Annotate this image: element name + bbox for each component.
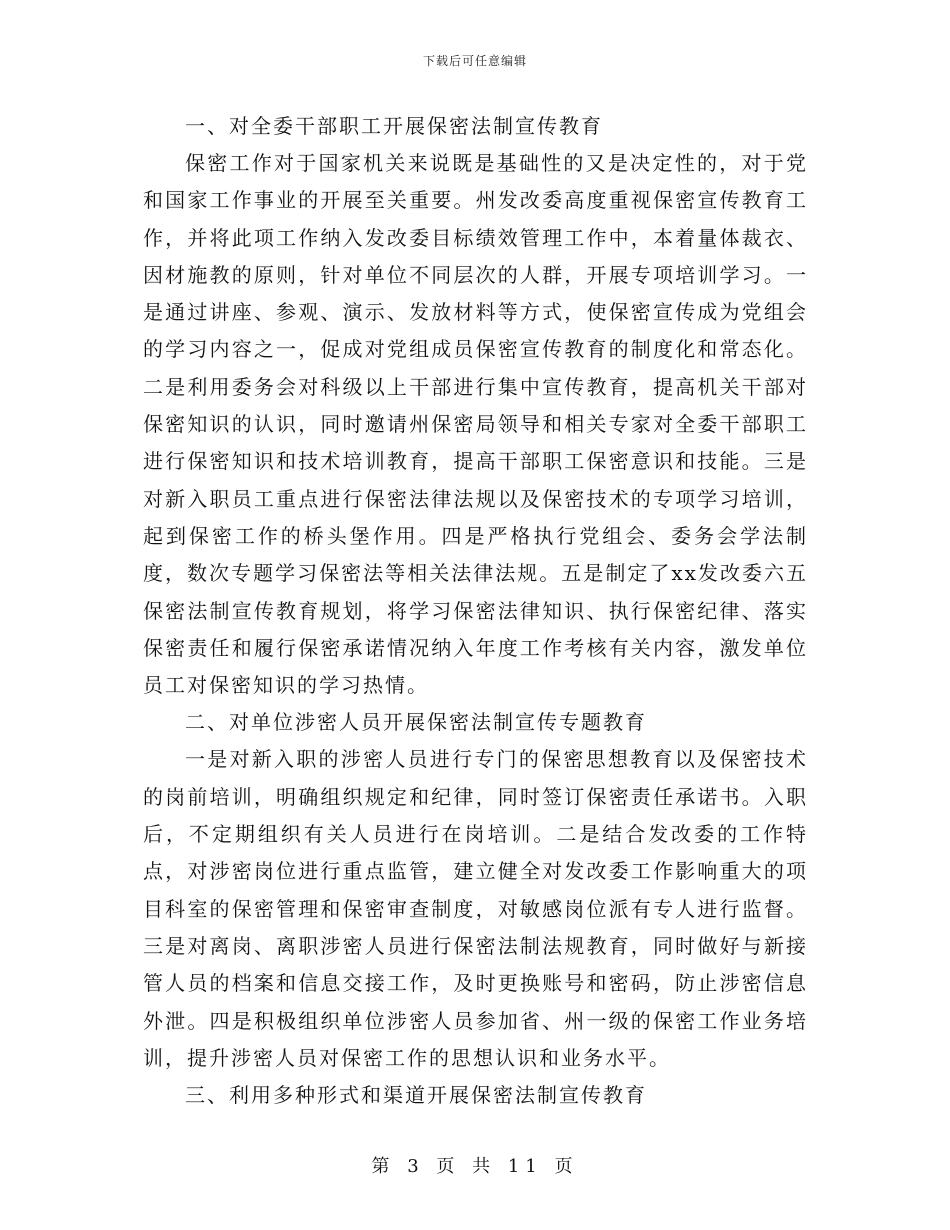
document-body — [143, 108, 808, 1114]
section-3-heading: 三、利用多种形式和渠道开展保密法制宣传教育 — [185, 1083, 647, 1108]
section-2-heading: 二、对单位涉密人员开展保密法制宣传专题教育 — [185, 710, 647, 735]
page-number-footer: 第 3 页 共 11 页 — [371, 1156, 579, 1177]
section-2-paragraph: 一是对新入职的涉密人员进行专门的保密思想教育以及保密技术的岗前培训，明确组织规定和纪律，同时签订保密责任承诺书。入职后，不定期组织有关人员进行在岗培训。二是结合发改委的工作特点，对涉密岗位进行重点监管，建立健全对发改委工作影响重大的项目科室的保密管理和保密审查制度，对敏感岗位派有专人进行监督。三是对离岗、离职涉密人员进行保密法制法规教育，同时做好与新接管人员的档案和信息交接工作，及时更换账号和密码，防止涉密信息外泄。四是积极组织单位涉密人员参加省、州一级的保密工作业务培训，提升涉密人员对保密工作的思想认识和业务水平。 — [143, 747, 808, 1070]
section-1-paragraph: 保密工作对于国家机关来说既是基础性的又是决定性的，对于党和国家工作事业的开展至关重要。州发改委高度重视保密宣传教育工作，并将此项工作纳入发改委目标绩效管理工作中，本着量体裁衣、因材施教的原则，针对单位不同层次的人群，开展专项培训学习。一是通过讲座、参观、演示、发放材料等方式，使保密宣传成为党组会的学习内容之一，促成对党组成员保密宣传教育的制度化和常态化。二是利用委务会对科级以上干部进行集中宣传教育，提高机关干部对保密知识的认识，同时邀请州保密局领导和相关专家对全委干部职工进行保密知识和技术培训教育，提高干部职工保密意识和技能。三是对新入职员工重点进行保密法律法规以及保密技术的专项学习培训，起到保密工作的桥头堡作用。四是严格执行党组会、委务会学法制度，数次专题学习保密法等相关法律法规。五是制定了xx发改委六五保密法制宣传教育规划，将学习保密法律知识、执行保密纪律、落实保密责任和履行保密承诺情况纳入年度工作考核有关内容，激发单位员工对保密知识的学习热情。 — [143, 151, 808, 698]
header-note: 下载后可任意编辑 — [422, 54, 527, 68]
section-1-heading: 一、对全委干部职工开展保密法制宣传教育 — [185, 114, 603, 138]
